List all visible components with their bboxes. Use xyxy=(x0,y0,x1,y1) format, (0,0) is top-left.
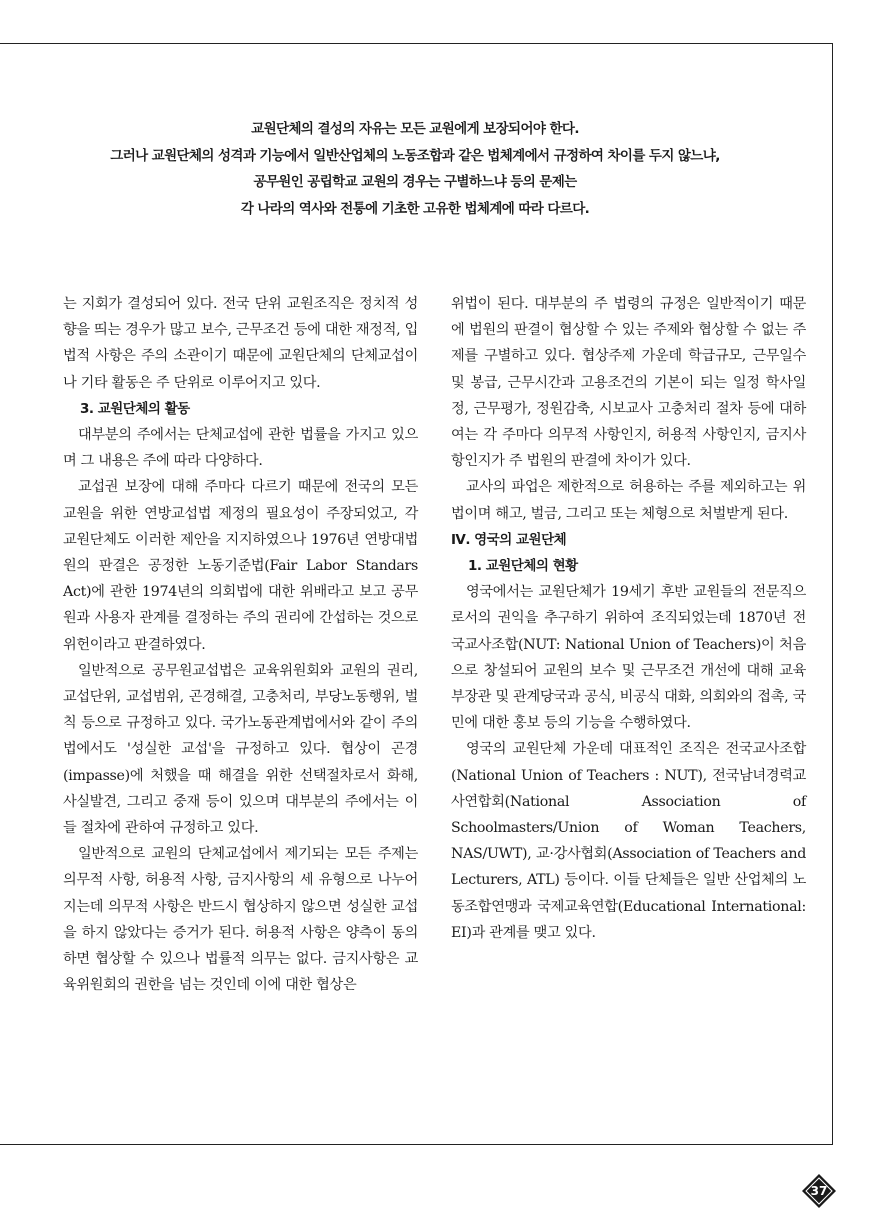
right-column xyxy=(451,291,806,946)
paragraph: 영국에서는 교원단체가 19세기 후반 교원들의 전문직으로서의 권익을 추구하기 위하여 조직되었는데 1870년 전국교사조합(NUT: National Union of Teachers)이 처음으로 창설되어 교원의 보수 및 근무조건 개선에 대해 교육부장관 및 관계당국과 공식, 비공식 대화, 의회와의 접촉, 국민에 대한 홍보 등의 기능을 수행하였다. xyxy=(451,584,806,732)
paragraph: 는 지회가 결성되어 있다. 전국 단위 교원조직은 정치적 성향을 띄는 경우가 많고 보수, 근무조건 등에 대한 재정적, 입법적 사항은 주의 소관이기 때문에 교원단체의 단체교섭이나 기타 활동은 주 단위로 이루어지고 있다. xyxy=(63,296,418,391)
frame-top-rule xyxy=(0,43,833,44)
pull-quote-line: 공무원인 공립학교 교원의 경우는 구별하느냐 등의 문제는 xyxy=(253,174,577,190)
pull-quote-line: 그러나 교원단체의 성격과 기능에서 일반산업체의 노동조합과 같은 법체계에서 규정하여 차이를 두지 않느냐, xyxy=(110,147,720,164)
paragraph: 교섭권 보장에 대해 주마다 다르기 때문에 전국의 모든 교원을 위한 연방교섭법 제정의 필요성이 주장되었고, 각 교원단체도 이러한 제안을 지지하였으나 1976년 연방대법원의 판결은 공정한 노동기준법(Fair Labor Standars Act)에 관한 1974년의 의회법에 대한 위배라고 보고 공무원과 사용자 관계를 결정하는 주의 권리에 간섭하는 것으로 위헌이라고 판결하였다. xyxy=(63,479,418,653)
section-heading: 3. 교원단체의 활동 xyxy=(80,400,190,417)
paragraph: 영국의 교원단체 가운데 대표적인 조직은 전국교사조합(National Union of Teachers : NUT), 전국남녀경력교사연합회(National Association of Schoolmasters/Union of Woman Teachers, NAS/UWT), 교·강사협회(Association of Teachers and Lecturers, ATL) 등이다. 이들 단체들은 일반 산업체의 노동조합연맹과 국제교육연합(Educational International: EI)과 관계를 맺고 있다. xyxy=(451,741,806,941)
pull-quote-line: 각 나라의 역사와 전통에 기초한 고유한 법체계에 따라 다르다. xyxy=(240,200,590,217)
left-column xyxy=(63,291,418,998)
chapter-heading: Ⅳ. 영국의 교원단체 xyxy=(451,531,567,548)
paragraph: 대부분의 주에서는 단체교섭에 관한 법률을 가지고 있으며 그 내용은 주에 따라 다양하다. xyxy=(63,427,418,470)
paragraph: 일반적으로 교원의 단체교섭에서 제기되는 모든 주제는 의무적 사항, 허용적 사항, 금지사항의 세 유형으로 나누어지는데 의무적 사항은 반드시 협상하지 않으면 성실한 교섭을 하지 않았다는 증거가 된다. 허용적 사항은 양측이 동의하면 협상할 수 있으나 법률적 의무는 없다. 금지사항은 교육위원회의 권한을 넘는 것인데 이에 대한 협상은 xyxy=(63,846,418,994)
frame-right-rule xyxy=(832,43,833,459)
frame-right-rule-lower xyxy=(832,459,833,1144)
page-number: 37 xyxy=(810,1184,828,1198)
paragraph: 위법이 된다. 대부분의 주 법령의 규정은 일반적이기 때문에 법원의 판결이 협상할 수 있는 주제와 협상할 수 없는 주제를 구별하고 있다. 협상주제 가운데 학급규모, 근무일수 및 봉급, 근무시간과 고용조건의 기본이 되는 일정 학사일정, 근무평가, 정원감축, 시보교사 고충처리 절차 등에 대하여는 각 주마다 의무적 사항인지, 허용적 사항인지, 금지사항인지가 주 법원의 판결에 차이가 있다. xyxy=(451,296,806,470)
page-number-badge xyxy=(801,1173,837,1209)
paragraph: 교사의 파업은 제한적으로 허용하는 주를 제외하고는 위법이며 해고, 벌금, 그리고 또는 체형으로 처벌받게 된다. xyxy=(451,479,806,522)
pull-quote-line: 교원단체의 결성의 자유는 모든 교원에게 보장되어야 한다. xyxy=(251,121,579,137)
frame-bottom-rule xyxy=(0,1144,833,1145)
section-heading: 1. 교원단체의 현황 xyxy=(468,558,578,575)
pull-quote xyxy=(100,116,730,222)
paragraph: 일반적으로 공무원교섭법은 교육위원회와 교원의 권리, 교섭단위, 교섭범위, 곤경해결, 고충처리, 부당노동행위, 벌칙 등으로 규정하고 있다. 국가노동관계법에서와 같이 주의 법에서도 '성실한 교섭'을 규정하고 있다. 협상이 곤경(impasse)에 처했을 때 해결을 위한 선택절차로서 화해, 사실발견, 그리고 중재 등이 있으며 대부분의 주에서는 이들 절차에 관하여 규정하고 있다. xyxy=(63,662,418,837)
